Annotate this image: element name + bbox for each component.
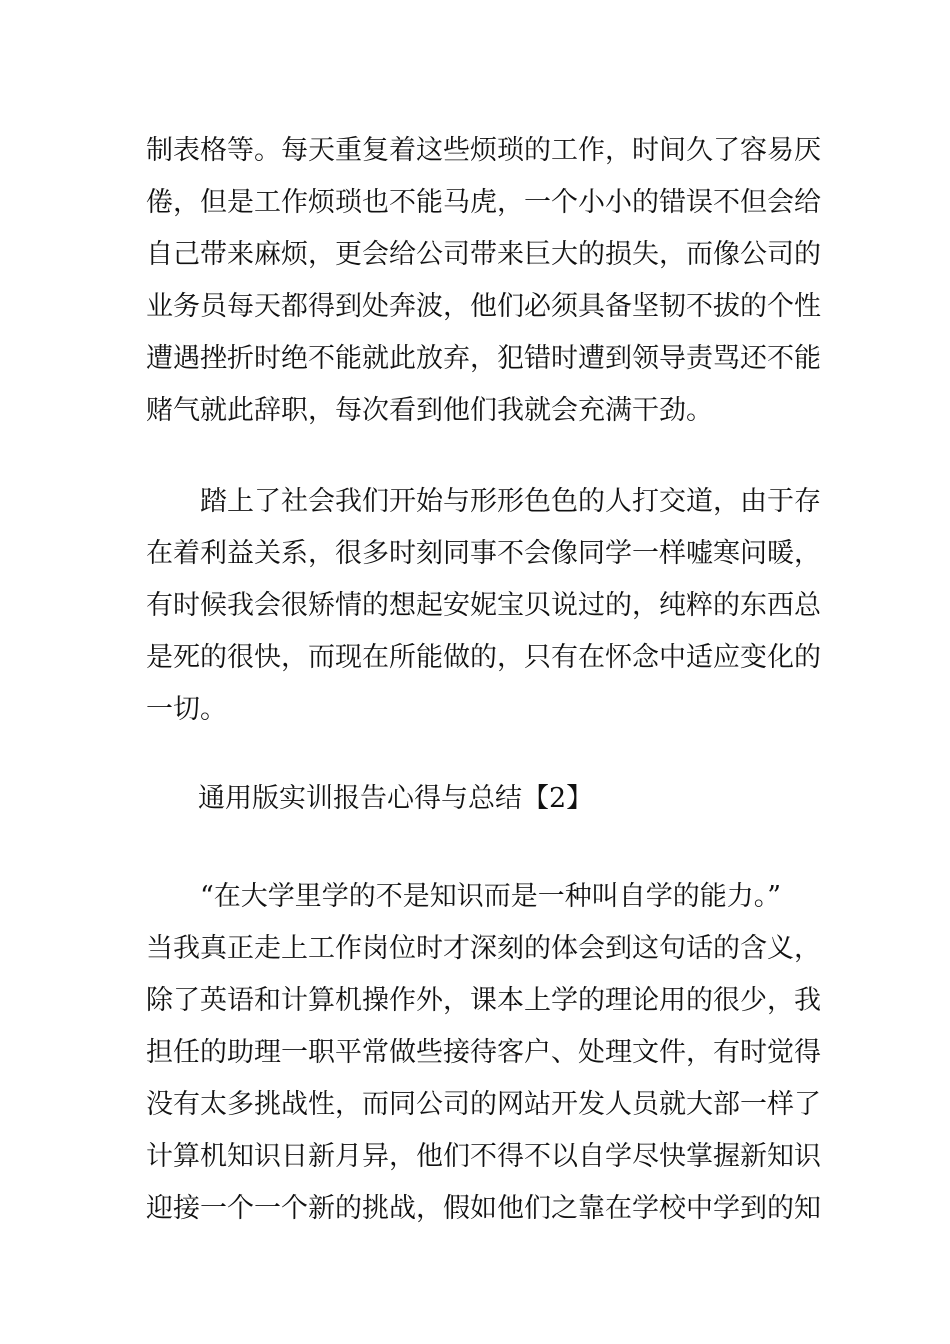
paragraph-line: 除了英语和计算机操作外，课本上学的理论用的很少，我: [146, 985, 821, 1016]
paragraph-line: “在大学里学的不是知识而是一种叫自学的能力。”: [200, 881, 782, 912]
paragraph-1: [146, 125, 821, 437]
paragraph-line: 有时候我会很矫情的想起安妮宝贝说过的，纯粹的东西总: [146, 590, 821, 621]
paragraph-line: 担任的助理一职平常做些接待客户、处理文件，有时觉得: [146, 1037, 821, 1068]
paragraph-line: 业务员每天都得到处奔波，他们必须具备坚韧不拔的个性: [146, 291, 821, 322]
paragraph-line: 赌气就此辞职，每次看到他们我就会充满干劲。: [146, 395, 713, 426]
paragraph-line: 当我真正走上工作岗位时才深刻的体会到这句话的含义，: [146, 933, 821, 964]
paragraph-line: 一切。: [146, 694, 227, 725]
paragraph-line: 迎接一个一个新的挑战，假如他们之靠在学校中学到的知: [146, 1193, 821, 1224]
paragraph-line: 遭遇挫折时绝不能就此放弃，犯错时遭到领导责骂还不能: [146, 343, 821, 374]
paragraph-line: 踏上了社会我们开始与形形色色的人打交道，由于存: [200, 486, 821, 517]
paragraph-line: 是死的很快，而现在所能做的，只有在怀念中适应变化的: [146, 642, 821, 673]
section-heading: 通用版实训报告心得与总结【2】: [198, 783, 594, 814]
paragraph-line: 自己带来麻烦，更会给公司带来巨大的损失，而像公司的: [146, 239, 821, 270]
section-heading-block: [146, 773, 816, 825]
paragraph-3: [146, 871, 821, 1235]
paragraph-line: 计算机知识日新月异，他们不得不以自学尽快掌握新知识: [146, 1141, 821, 1172]
paragraph-line: 在着利益关系，很多时刻同事不会像同学一样嘘寒问暖，: [146, 538, 821, 569]
paragraph-line: 倦，但是工作烦琐也不能马虎，一个小小的错误不但会给: [146, 187, 821, 218]
paragraph-line: 制表格等。每天重复着这些烦琐的工作，时间久了容易厌: [146, 135, 821, 166]
paragraph-2: [146, 476, 821, 736]
paragraph-line: 没有太多挑战性，而同公司的网站开发人员就大部一样了: [146, 1089, 821, 1120]
